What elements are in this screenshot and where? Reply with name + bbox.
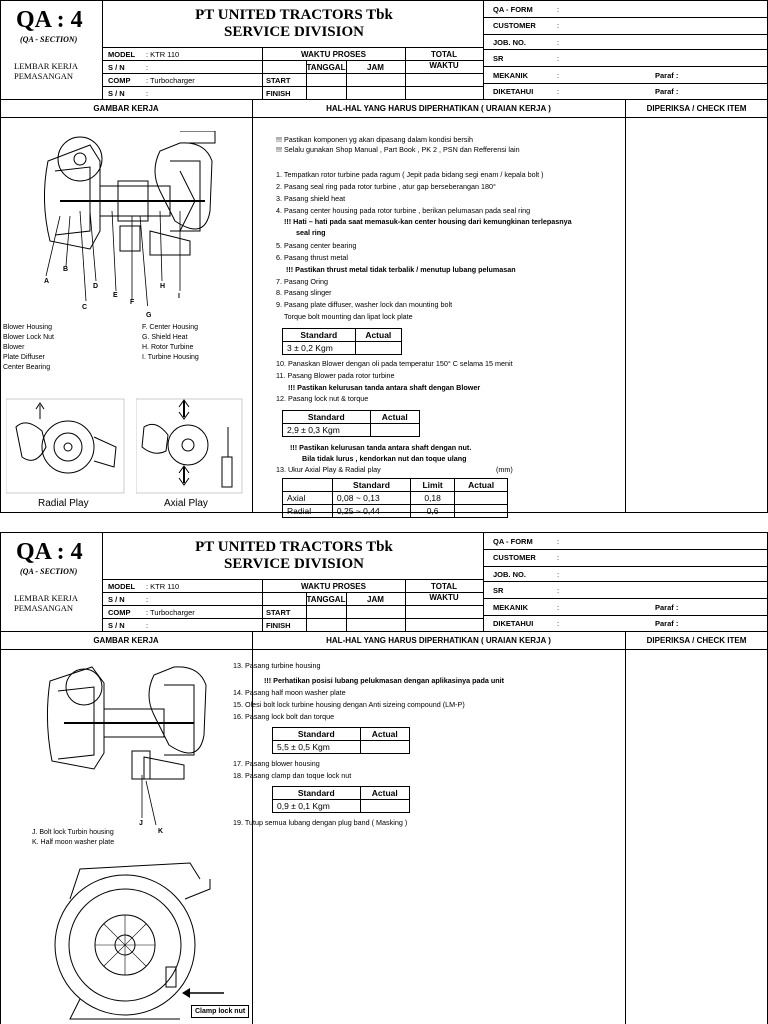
legend-right: F. Center Housing G. Shield Heat H. Rotor Turbine I. Turbine Housing xyxy=(142,324,199,361)
sr-label: SR xyxy=(493,54,504,63)
step-10: 10. Panaskan Blower dengan oli pada temperatur 150° C selama 15 menit xyxy=(276,359,513,368)
check-item-header: DIPERIKSA / CHECK ITEM xyxy=(646,636,747,645)
step-4-warning-cont: seal ring xyxy=(296,228,326,237)
qa-form-label: QA - FORM xyxy=(493,537,533,546)
sr-value[interactable]: : xyxy=(557,586,560,595)
tanggal-label: TANGGAL xyxy=(306,595,346,604)
legend-left: Blower Housing Blower Lock Nut Blower Plate Diffuser Center Bearing xyxy=(3,324,54,371)
radial-actual[interactable] xyxy=(455,505,508,518)
torque-table-3: Standard Actual 5,5 ± 0,5 Kgm xyxy=(272,727,410,754)
diketahui-paraf: Paraf : xyxy=(655,619,679,628)
step-3: 3. Pasang shield heat xyxy=(276,194,346,203)
mekanik-value[interactable]: : xyxy=(557,71,560,80)
pemasangan-label: PEMASANGAN xyxy=(14,603,74,613)
torque-table-2: Standard Actual 2,9 ± 0,3 Kgm xyxy=(282,410,420,437)
mekanik-value[interactable]: : xyxy=(557,603,560,612)
step-12-warning-cont: Bila tidak lurus , kendorkan nut dan toque ulang xyxy=(302,454,467,463)
callout-c: C xyxy=(82,304,88,311)
step-19: 19. Tutup semua lubang dengan plug band ( Masking ) xyxy=(233,818,408,827)
step-13b-warning: !!! Perhatikan posisi lubang pelukmasan dengan aplikasinya pada unit xyxy=(264,676,505,685)
step-6-warning: !!! Pastikan thrust metal tidak terbalik / menutup lubang pelumasan xyxy=(286,265,516,274)
callout-f: F xyxy=(130,299,135,306)
radial-play-drawing xyxy=(6,397,126,497)
company-name: PT UNITED TRACTORS Tbk xyxy=(195,7,393,23)
job-no-value[interactable]: : xyxy=(557,38,560,47)
customer-value[interactable]: : xyxy=(557,553,560,562)
step-12-warning: !!! Pastikan kelurusan tanda antara shaft dengan nut. xyxy=(290,443,472,452)
qa-section: (QA - SECTION) xyxy=(20,35,78,44)
diketahui-value[interactable]: : xyxy=(557,87,560,96)
play-unit: (mm) xyxy=(496,465,513,474)
sn2-label: S / N xyxy=(108,621,125,630)
torque-2-actual[interactable] xyxy=(370,424,420,437)
company-name: PT UNITED TRACTORS Tbk xyxy=(195,539,393,555)
callout-d: D xyxy=(93,283,99,290)
clamp-lock-nut-label: Clamp lock nut xyxy=(191,1005,249,1018)
sr-value[interactable]: : xyxy=(557,54,560,63)
callout-k: K xyxy=(158,828,164,835)
qa-title: QA : 4 xyxy=(16,7,83,33)
qa-section: (QA - SECTION) xyxy=(20,567,78,576)
callout-jk-lines xyxy=(120,763,180,833)
model-label: MODEL xyxy=(108,50,136,59)
finish-label: FINISH xyxy=(266,621,291,630)
mekanik-paraf: Paraf : xyxy=(655,71,679,80)
check-item-header: DIPERIKSA / CHECK ITEM xyxy=(646,104,747,113)
mekanik-label: MEKANIK xyxy=(493,603,528,612)
torque-table-4: Standard Actual 0,9 ± 0,1 Kgm xyxy=(272,786,410,813)
waktu-proses-label: WAKTU PROSES xyxy=(301,582,366,591)
torque-3-actual[interactable] xyxy=(360,741,410,754)
diketahui-paraf: Paraf : xyxy=(655,87,679,96)
sn2-label: S / N xyxy=(108,89,125,98)
diketahui-value[interactable]: : xyxy=(557,619,560,628)
play-row-radial: Radial 0,25 ~ 0,44 0,6 xyxy=(283,505,508,518)
step-9-torque-note: Torque bolt mounting dan lipat lock plate xyxy=(284,312,413,321)
torque-3-standard: 5,5 ± 0,5 Kgm xyxy=(273,741,361,754)
finish-label: FINISH xyxy=(266,89,291,98)
model-label: MODEL xyxy=(108,582,136,591)
tanggal-label: TANGGAL xyxy=(306,63,346,72)
step-15: 15. Olesi bolt lock turbine housing dengan Anti sizeing compound (LM-P) xyxy=(233,700,465,709)
mekanik-paraf: Paraf : xyxy=(655,603,679,612)
callout-a: A xyxy=(44,278,50,285)
customer-label: CUSTOMER xyxy=(493,21,536,30)
torque-4-actual[interactable] xyxy=(360,800,410,813)
customer-value[interactable]: : xyxy=(557,21,560,30)
torque-4-standard: 0,9 ± 0,1 Kgm xyxy=(273,800,361,813)
step-9: 9. Pasang plate diffuser, washer lock dan mounting bolt xyxy=(276,300,453,309)
step-note-2: !!! Selalu gunakan Shop Manual , Part Book , PK 2 , PSN dan Refferensi lain xyxy=(276,145,520,154)
step-4-warning: !!! Hati – hati pada saat memasuk-kan center housing dari kemungkinan terlepasnya xyxy=(284,217,572,226)
gambar-kerja-header: GAMBAR KERJA xyxy=(93,636,159,645)
customer-label: CUSTOMER xyxy=(493,553,536,562)
torque-1-actual[interactable] xyxy=(355,342,401,355)
waktu-proses-label: WAKTU PROSES xyxy=(301,50,366,59)
jam-label: JAM xyxy=(367,63,384,72)
qa-title: QA : 4 xyxy=(16,539,83,565)
comp-label: COMP xyxy=(108,76,131,85)
jam-label: JAM xyxy=(367,595,384,604)
play-table: Standard Limit Actual Axial 0,08 ~ 0,13 0,18 Radial 0,25 ~ 0,44 0,6 xyxy=(282,478,508,518)
step-13: 13. Ukur Axial Play & Radial play xyxy=(276,465,381,474)
worksheet-2 xyxy=(0,532,768,1024)
sn-value: : xyxy=(146,63,149,72)
radial-play-caption: Radial Play xyxy=(38,498,89,509)
callout-b: B xyxy=(63,266,69,273)
step-2: 2. Pasang seal ring pada rotor turbine , atur gap berseberangan 180° xyxy=(276,182,496,191)
job-no-value[interactable]: : xyxy=(557,570,560,579)
sn-label: S / N xyxy=(108,63,125,72)
axial-play-drawing xyxy=(136,397,244,497)
total-label: TOTAL xyxy=(431,582,457,591)
step-16: 16. Pasang lock bolt dan torque xyxy=(233,712,335,721)
step-13b: 13. Pasang turbine housing xyxy=(233,661,321,670)
axial-play-caption: Axial Play xyxy=(164,498,208,509)
qa-form-value[interactable]: : xyxy=(557,5,560,14)
step-4: 4. Pasang center housing pada rotor turbine , berikan pelumasan pada seal ring xyxy=(276,206,531,215)
sn-value: : xyxy=(146,595,149,604)
step-1: 1. Tempatkan rotor turbine pada ragum ( Jepit pada bidang segi enam / kepala bolt ) xyxy=(276,170,544,179)
step-14: 14. Pasang half moon washer plate xyxy=(233,688,346,697)
step-6: 6. Pasang thrust metal xyxy=(276,253,348,262)
comp-label: COMP xyxy=(108,608,131,617)
waktu-label: WAKTU xyxy=(429,61,459,70)
step-12: 12. Pasang lock nut & torque xyxy=(276,394,369,403)
step-7: 7. Pasang Oring xyxy=(276,277,328,286)
callout-i: I xyxy=(178,293,180,300)
callout-e: E xyxy=(113,292,118,299)
step-18: 18. Pasang clamp dan toque lock nut xyxy=(233,771,352,780)
qa-form-value[interactable]: : xyxy=(557,537,560,546)
diketahui-label: DIKETAHUI xyxy=(493,619,534,628)
sn2-value: : xyxy=(146,89,149,98)
callout-j: J xyxy=(139,820,143,827)
model-value: : KTR 110 xyxy=(146,50,180,59)
sr-label: SR xyxy=(493,586,504,595)
mekanik-label: MEKANIK xyxy=(493,71,528,80)
callout-h: H xyxy=(160,283,166,290)
step-11: 11. Pasang Blower pada rotor turbine xyxy=(276,371,395,380)
start-label: START xyxy=(266,76,291,85)
lembar-kerja-label: LEMBAR KERJA xyxy=(14,61,78,71)
play-row-axial: Axial 0,08 ~ 0,13 0,18 xyxy=(283,492,508,505)
sn-label: S / N xyxy=(108,595,125,604)
uraian-kerja-header: HAL-HAL YANG HARUS DIPERHATIKAN ( URAIAN KERJA ) xyxy=(326,104,551,113)
step-8: 8. Pasang slinger xyxy=(276,288,332,297)
torque-1-standard: 3 ± 0,2 Kgm xyxy=(283,342,356,355)
sn2-value: : xyxy=(146,621,149,630)
pemasangan-label: PEMASANGAN xyxy=(14,71,74,81)
step-note-1: !!! Pastikan komponen yg akan dipasang dalam kondisi bersih xyxy=(276,135,473,144)
legend-jk: J. Bolt lock Turbin housing K. Half moon washer plate xyxy=(32,829,115,846)
torque-table-1: Standard Actual 3 ± 0,2 Kgm xyxy=(282,328,402,355)
job-no-label: JOB. NO. xyxy=(493,570,526,579)
callout-lines xyxy=(30,196,230,306)
callout-g: G xyxy=(146,312,152,319)
step-11-warning: !!! Pastikan kelurusan tanda antara shaft dengan Blower xyxy=(288,383,481,392)
division-name: SERVICE DIVISION xyxy=(224,24,364,40)
step-17: 17. Pasang blower housing xyxy=(233,759,320,768)
axial-actual[interactable] xyxy=(455,492,508,505)
qa-form-label: QA - FORM xyxy=(493,5,533,14)
comp-value: : Turbocharger xyxy=(146,608,195,617)
comp-value: : Turbocharger xyxy=(146,76,195,85)
model-value: : KTR 110 xyxy=(146,582,180,591)
torque-2-standard: 2,9 ± 0,3 Kgm xyxy=(283,424,371,437)
step-5: 5. Pasang center bearing xyxy=(276,241,357,250)
gambar-kerja-header: GAMBAR KERJA xyxy=(93,104,159,113)
uraian-kerja-header: HAL-HAL YANG HARUS DIPERHATIKAN ( URAIAN KERJA ) xyxy=(326,636,551,645)
division-name: SERVICE DIVISION xyxy=(224,556,364,572)
lembar-kerja-label: LEMBAR KERJA xyxy=(14,593,78,603)
job-no-label: JOB. NO. xyxy=(493,38,526,47)
waktu-label: WAKTU xyxy=(429,593,459,602)
diketahui-label: DIKETAHUI xyxy=(493,87,534,96)
arrow-left-icon xyxy=(180,985,230,1001)
total-label: TOTAL xyxy=(431,50,457,59)
start-label: START xyxy=(266,608,291,617)
